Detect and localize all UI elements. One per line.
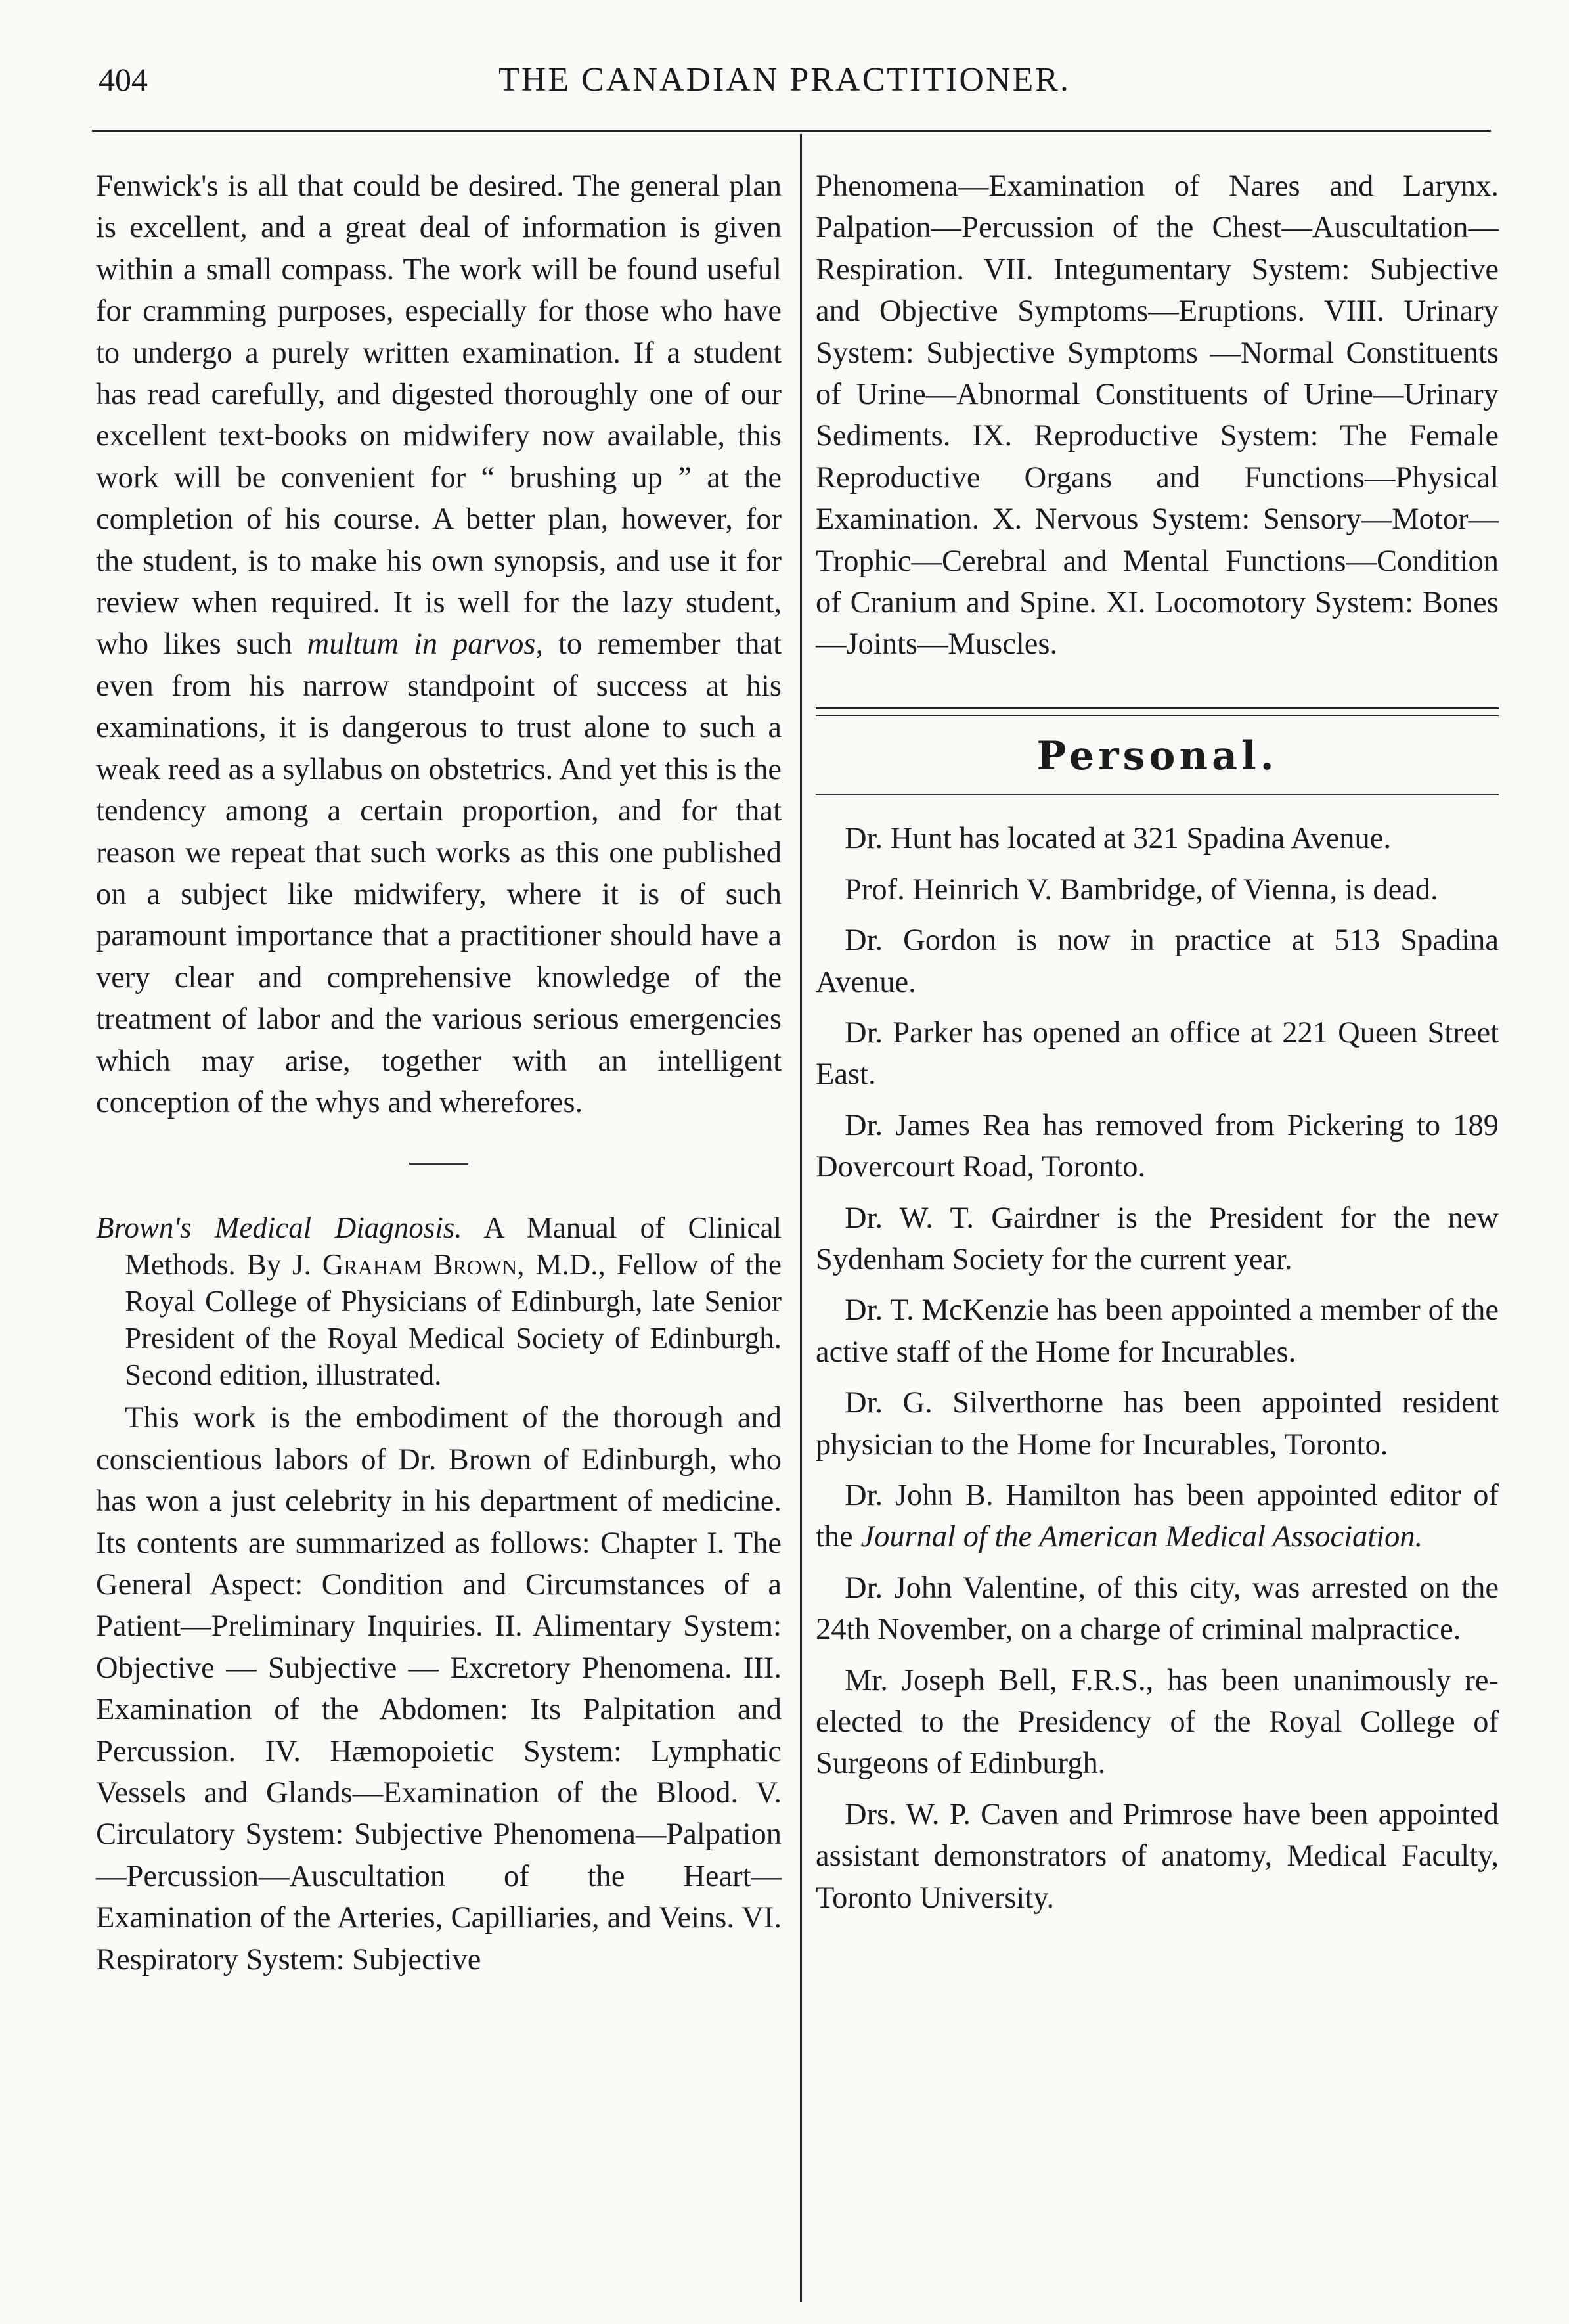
left-column — [96, 166, 782, 1980]
journal-name: Journal of the American Medical Association. — [860, 1520, 1423, 1554]
item-text: Dr. John B. Hamilton has been appointed editor of the — [816, 1478, 1499, 1554]
personal-notices — [816, 818, 1499, 1919]
personal-item: Dr. Gordon is now in practice at 513 Spadina Avenue. — [816, 924, 1499, 999]
heading-text: A Manual of Clinical Methods. By J. — [125, 1211, 782, 1282]
right-column — [816, 166, 1499, 1928]
personal-item: Drs. W. P. Caven and Primrose have been appointed assistant demonstrators of anatomy, Medical Faculty, Toronto University. — [816, 1797, 1499, 1915]
column-divider — [800, 134, 802, 2302]
personal-item: Prof. Heinrich V. Bambridge, of Vienna, is dead. — [845, 872, 1438, 906]
page-header — [0, 60, 1569, 113]
review-text-end: to remember that even from his narrow standpoint of success at his examinations, it is dangerous to trust alone to such a weak reed as a syllabus on obstetrics. And yet this is the tendency among a certain proportion, and for that reason we repeat that such works as this one published on a subject like midwifery, where it is of such paramount importance that a practitioner should have a very clear and comprehensive knowledge of the treatment of labor and the various serious emergencies which may arise, together with an intelligent conception of the whys and wherefores. — [96, 627, 782, 1119]
personal-item: Dr. G. Silverthorne has been appointed resident physician to the Home for Incurables, Toronto. — [816, 1386, 1499, 1462]
author-name: Graham Brown, — [322, 1248, 525, 1282]
review-italic: multum in parvos, — [307, 627, 544, 661]
page-number: 404 — [99, 61, 148, 98]
personal-item: Dr. James Rea has removed from Pickering to 189 Dovercourt Road, Toronto. — [816, 1108, 1499, 1184]
review-heading — [96, 1209, 782, 1393]
double-rule — [816, 707, 1499, 716]
personal-item: Dr. John Valentine, of this city, was arrested on the 24th November, on a charge of criminal malpractice. — [816, 1571, 1499, 1647]
header-rule — [92, 130, 1491, 132]
personal-item: Dr. Hunt has located at 321 Spadina Avenue. — [845, 822, 1392, 856]
personal-item: Dr. W. T. Gairdner is the President for the new Sydenham Society for the current year. — [816, 1201, 1499, 1276]
personal-item: Dr. T. McKenzie has been appointed a member of the active staff of the Home for Incurables. — [816, 1293, 1499, 1369]
review-text: Fenwick's is all that could be desired. The general plan is excellent, and a great deal of information is given within a small compass. The work will be found useful for cramming purposes, especially for those who have to undergo a purely written examination. If a student has read carefully, and digested thoroughly one of our excellent text-books on midwifery now available, this work will be convenient for “ brushing up ” at the completion of his course. A better plan, however, for the student, is to make his own synopsis, and use it for review when required. It is well for the lazy student, who likes such — [96, 169, 782, 661]
review-brown-continued: Phenomena—Examination of Nares and Larynx. Palpation—Percussion of the Chest—Auscultation—Respiration. VII. Integumentary System: Subjective and Objective Symptoms—Eruptions. VIII. Urinary System: Subjective Symptoms —Normal Constituents of Urine—Abnormal Constituents of Urine—Urinary Sediments. IX. Reproductive System: The Female Reproductive Organs and Functions—Physical Examination. X. Nervous System: Sensory—Motor—Trophic—Cerebral and Mental Functions—Condition of Cranium and Spine. XI. Locomotory System: Bones—Joints—Muscles. — [816, 169, 1499, 661]
heading-text-b: M.D., Fellow of the Royal College of Physicians of Edinburgh, late Senior President of the Royal Medical Society of Edinburgh. Second edition, illustrated. — [125, 1248, 782, 1392]
personal-item: Mr. Joseph Bell, F.R.S., has been unanimously re-elected to the Presidency of the Royal College of Surgeons of Edinburgh. — [816, 1663, 1499, 1781]
section-separator — [409, 1163, 468, 1165]
section-rule — [816, 794, 1499, 795]
review-brown-body: This work is the embodiment of the thorough and conscientious labors of Dr. Brown of Edinburgh, who has won a just celebrity in his department of medicine. Its contents are summarized as follows: Chapter I. The General Aspect: Condition and Circumstances of a Patient—Preliminary Inquiries. II. Alimentary System: Objective — Subjective — Excretory Phenomena. III. Examination of the Abdomen: Its Palpitation and Percussion. IV. Hæmopoietic System: Lymphatic Vessels and Glands—Examination of the Blood. V. Circulatory System: Subjective Phenomena—Palpation—Percussion—Auscultation of the Heart—Examination of the Arteries, Capilliaries, and Veins. VI. Respiratory System: Subjective — [96, 1401, 782, 1977]
journal-title: THE CANADIAN PRACTITIONER. — [498, 61, 1071, 99]
section-title-personal: Personal. — [1036, 732, 1278, 779]
personal-item-hamilton — [816, 1475, 1499, 1558]
book-title: Brown's Medical Diagnosis. — [96, 1211, 462, 1245]
review-fenwick-continued — [96, 166, 782, 1123]
personal-item: Dr. Parker has opened an office at 221 Queen Street East. — [816, 1016, 1499, 1092]
